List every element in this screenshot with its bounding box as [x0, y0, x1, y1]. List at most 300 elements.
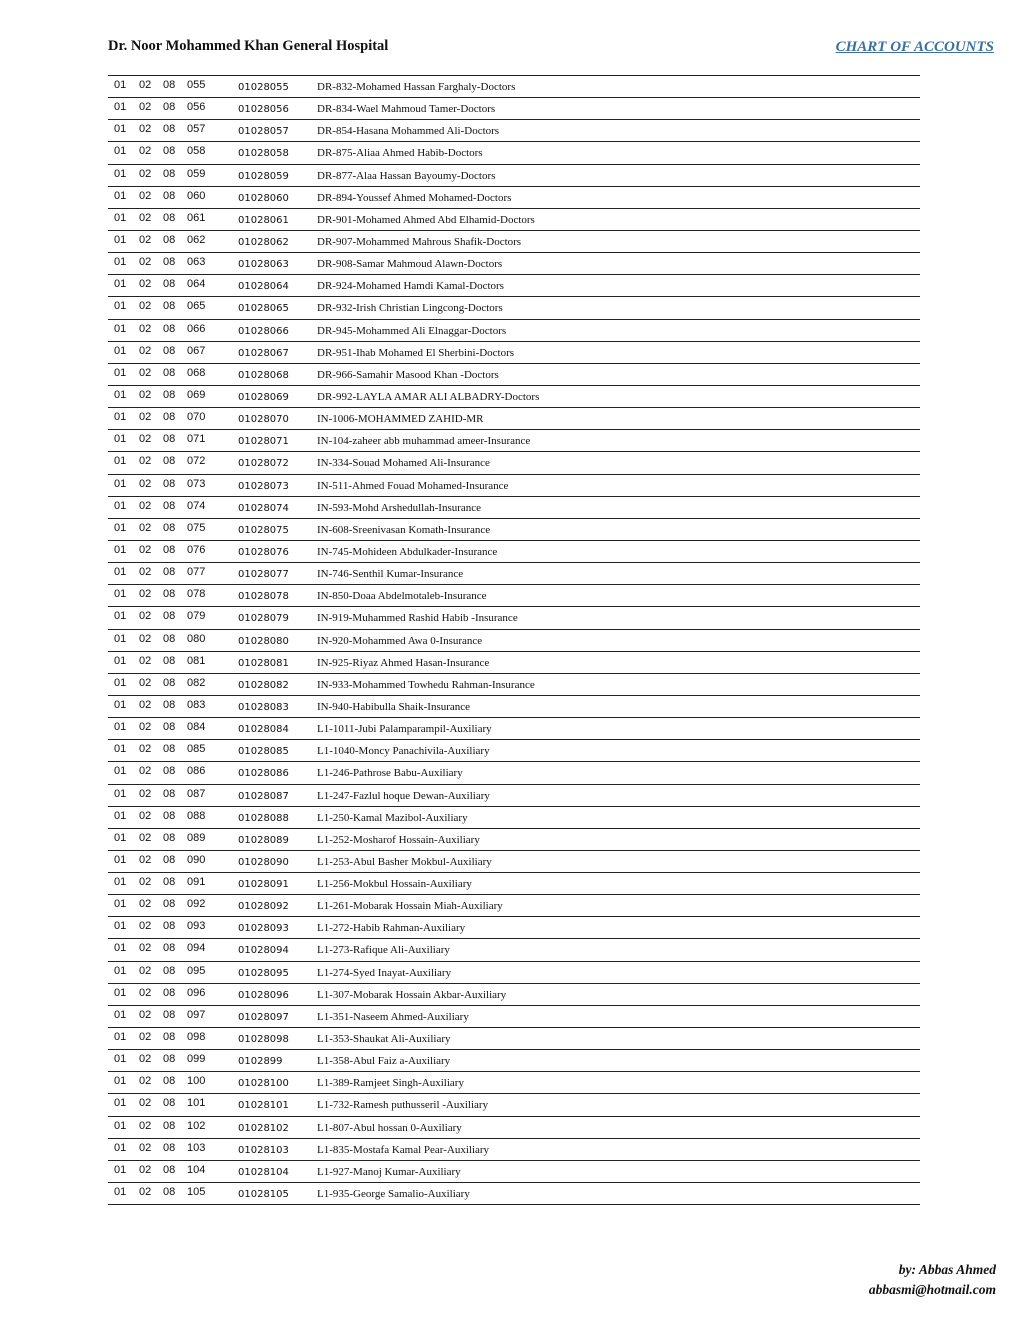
account-segment-3: 08 — [163, 366, 176, 379]
table-row — [108, 807, 920, 829]
account-segment-2: 02 — [139, 876, 152, 889]
account-segment-2: 02 — [139, 167, 152, 180]
account-segment-3: 08 — [163, 233, 176, 246]
account-segment-4: 066 — [187, 322, 206, 335]
account-segment-1: 01 — [114, 787, 127, 800]
account-name: IN-933-Mohammed Towhedu Rahman-Insurance — [317, 678, 535, 691]
account-segment-2: 02 — [139, 1075, 152, 1088]
account-segment-2: 02 — [139, 1141, 152, 1154]
account-segment-2: 02 — [139, 79, 152, 91]
table-row — [108, 275, 920, 297]
account-segment-4: 055 — [187, 79, 206, 91]
table-row — [108, 563, 920, 585]
account-segment-4: 056 — [187, 101, 206, 114]
account-segment-3: 08 — [163, 964, 176, 977]
table-row — [108, 585, 920, 607]
account-segment-4: 096 — [187, 986, 206, 999]
account-code: 01028065 — [238, 303, 289, 315]
account-code: 01028083 — [238, 701, 289, 713]
account-segment-2: 02 — [139, 455, 152, 468]
account-segment-1: 01 — [114, 831, 127, 844]
account-segment-4: 086 — [187, 765, 206, 778]
account-segment-3: 08 — [163, 1119, 176, 1132]
account-segment-2: 02 — [139, 1119, 152, 1132]
account-segment-2: 02 — [139, 1008, 152, 1021]
table-row — [108, 962, 920, 984]
accounts-table — [108, 75, 920, 1205]
account-segment-4: 078 — [187, 588, 206, 601]
account-name: DR-951-Ihab Mohamed El Sherbini-Doctors — [317, 346, 515, 359]
account-segment-3: 08 — [163, 676, 176, 689]
account-segment-4: 105 — [187, 1186, 206, 1199]
account-segment-4: 072 — [187, 455, 206, 468]
table-row — [108, 1050, 920, 1072]
account-segment-2: 02 — [139, 322, 152, 335]
account-segment-2: 02 — [139, 1163, 152, 1176]
account-name: L1-250-Kamal Mazibol-Auxiliary — [317, 811, 468, 824]
account-segment-3: 08 — [163, 853, 176, 866]
account-code: 01028078 — [238, 591, 289, 603]
account-segment-3: 08 — [163, 1186, 176, 1199]
account-segment-2: 02 — [139, 610, 152, 623]
account-segment-1: 01 — [114, 1053, 127, 1066]
account-segment-4: 101 — [187, 1097, 206, 1110]
account-segment-4: 095 — [187, 964, 206, 977]
account-segment-2: 02 — [139, 300, 152, 313]
footer — [869, 1260, 996, 1300]
account-code: 01028101 — [238, 1100, 289, 1112]
account-segment-2: 02 — [139, 344, 152, 357]
table-row — [108, 652, 920, 674]
account-code: 01028071 — [238, 436, 289, 448]
account-name: IN-608-Sreenivasan Komath-Insurance — [317, 523, 491, 536]
table-row — [108, 120, 920, 142]
account-segment-1: 01 — [114, 499, 127, 512]
account-name: DR-875-Aliaa Ahmed Habib-Doctors — [317, 147, 483, 160]
account-segment-1: 01 — [114, 79, 127, 91]
account-name: L1-1040-Moncy Panachivila-Auxiliary — [317, 745, 490, 758]
table-row — [108, 187, 920, 209]
account-segment-1: 01 — [114, 809, 127, 822]
account-segment-3: 08 — [163, 322, 176, 335]
account-code: 01028070 — [238, 414, 289, 426]
account-name: DR-924-Mohamed Hamdi Kamal-Doctors — [317, 280, 504, 293]
account-segment-3: 08 — [163, 344, 176, 357]
account-code: 01028066 — [238, 325, 289, 337]
account-name: DR-992-LAYLA AMAR ALI ALBADRY-Doctors — [317, 390, 540, 403]
account-segment-4: 077 — [187, 566, 206, 579]
account-name: L1-351-Naseem Ahmed-Auxiliary — [317, 1010, 469, 1023]
account-segment-4: 084 — [187, 721, 206, 734]
account-segment-3: 08 — [163, 588, 176, 601]
account-code: 01028084 — [238, 724, 289, 736]
account-segment-2: 02 — [139, 853, 152, 866]
table-row — [108, 475, 920, 497]
account-name: IN-593-Mohd Arshedullah-Insurance — [317, 501, 482, 514]
account-segment-3: 08 — [163, 809, 176, 822]
table-row — [108, 1139, 920, 1161]
account-name: DR-907-Mohammed Mahrous Shafik-Doctors — [317, 235, 522, 248]
account-code: 01028062 — [238, 236, 289, 248]
table-row — [108, 497, 920, 519]
account-code: 01028074 — [238, 502, 289, 514]
account-name: L1-935-George Samalio-Auxiliary — [317, 1188, 470, 1201]
account-segment-3: 08 — [163, 388, 176, 401]
account-name: IN-925-Riyaz Ahmed Hasan-Insurance — [317, 656, 490, 669]
account-name: DR-834-Wael Mahmoud Tamer-Doctors — [317, 103, 496, 116]
account-segment-1: 01 — [114, 388, 127, 401]
account-segment-1: 01 — [114, 588, 127, 601]
account-code: 01028098 — [238, 1034, 289, 1046]
account-segment-2: 02 — [139, 543, 152, 556]
account-segment-3: 08 — [163, 433, 176, 446]
account-segment-1: 01 — [114, 211, 127, 224]
account-segment-1: 01 — [114, 1186, 127, 1199]
account-segment-4: 068 — [187, 366, 206, 379]
account-code: 01028079 — [238, 613, 289, 625]
account-segment-3: 08 — [163, 543, 176, 556]
author-credit: by: Abbas Ahmed — [898, 1262, 996, 1277]
account-segment-3: 08 — [163, 566, 176, 579]
account-name: DR-832-Mohamed Hassan Farghaly-Doctors — [317, 81, 516, 93]
account-segment-3: 08 — [163, 698, 176, 711]
account-segment-3: 08 — [163, 477, 176, 490]
account-segment-3: 08 — [163, 1053, 176, 1066]
account-segment-4: 062 — [187, 233, 206, 246]
account-segment-2: 02 — [139, 101, 152, 114]
account-code: 01028087 — [238, 790, 289, 802]
account-code: 01028067 — [238, 347, 289, 359]
table-row — [108, 364, 920, 386]
account-segment-2: 02 — [139, 898, 152, 911]
account-segment-1: 01 — [114, 256, 127, 269]
account-code: 01028102 — [238, 1122, 289, 1134]
account-segment-3: 08 — [163, 831, 176, 844]
table-row — [108, 342, 920, 364]
account-segment-2: 02 — [139, 831, 152, 844]
account-name: L1-807-Abul hossan 0-Auxiliary — [317, 1121, 462, 1134]
account-segment-3: 08 — [163, 986, 176, 999]
account-segment-4: 081 — [187, 654, 206, 667]
account-segment-1: 01 — [114, 566, 127, 579]
account-segment-1: 01 — [114, 898, 127, 911]
author-email: abbasmi@hotmail.com — [868, 1282, 996, 1297]
account-segment-3: 08 — [163, 743, 176, 756]
account-segment-4: 089 — [187, 831, 206, 844]
account-name: L1-246-Pathrose Babu-Auxiliary — [317, 767, 463, 780]
account-segment-3: 08 — [163, 1141, 176, 1154]
account-segment-4: 088 — [187, 809, 206, 822]
account-segment-3: 08 — [163, 920, 176, 933]
account-code: 01028085 — [238, 746, 289, 758]
account-segment-3: 08 — [163, 145, 176, 158]
account-segment-2: 02 — [139, 499, 152, 512]
account-segment-3: 08 — [163, 455, 176, 468]
table-row — [108, 939, 920, 961]
account-segment-4: 083 — [187, 698, 206, 711]
account-name: DR-854-Hasana Mohammed Ali-Doctors — [317, 125, 500, 138]
account-segment-4: 061 — [187, 211, 206, 224]
table-row — [108, 165, 920, 187]
table-row — [108, 430, 920, 452]
account-segment-4: 097 — [187, 1008, 206, 1021]
account-segment-2: 02 — [139, 411, 152, 424]
account-code: 01028055 — [238, 82, 289, 93]
account-segment-3: 08 — [163, 521, 176, 534]
account-segment-1: 01 — [114, 986, 127, 999]
account-code: 01028100 — [238, 1078, 289, 1090]
account-name: L1-353-Shaukat Ali-Auxiliary — [317, 1033, 451, 1046]
account-segment-1: 01 — [114, 145, 127, 158]
account-segment-3: 08 — [163, 787, 176, 800]
account-segment-4: 071 — [187, 433, 206, 446]
account-code: 01028088 — [238, 812, 289, 824]
account-segment-2: 02 — [139, 964, 152, 977]
account-segment-3: 08 — [163, 499, 176, 512]
table-row — [108, 984, 920, 1006]
account-segment-1: 01 — [114, 853, 127, 866]
account-segment-3: 08 — [163, 300, 176, 313]
account-segment-1: 01 — [114, 167, 127, 180]
account-segment-4: 091 — [187, 876, 206, 889]
account-code: 01028082 — [238, 679, 289, 691]
account-segment-3: 08 — [163, 211, 176, 224]
account-code: 01028104 — [238, 1166, 289, 1178]
account-code: 01028103 — [238, 1144, 289, 1156]
account-segment-1: 01 — [114, 942, 127, 955]
account-segment-3: 08 — [163, 765, 176, 778]
account-segment-3: 08 — [163, 632, 176, 645]
account-name: DR-932-Irish Christian Lingcong-Doctors — [317, 302, 503, 315]
account-segment-1: 01 — [114, 1163, 127, 1176]
account-segment-4: 087 — [187, 787, 206, 800]
account-segment-3: 08 — [163, 101, 176, 114]
account-segment-2: 02 — [139, 278, 152, 291]
account-segment-1: 01 — [114, 189, 127, 202]
table-row — [108, 98, 920, 120]
account-name: IN-746-Senthil Kumar-Insurance — [317, 568, 464, 581]
account-segment-2: 02 — [139, 698, 152, 711]
account-segment-4: 073 — [187, 477, 206, 490]
account-code: 01028060 — [238, 192, 289, 204]
account-segment-1: 01 — [114, 278, 127, 291]
account-segment-4: 060 — [187, 189, 206, 202]
table-row — [108, 297, 920, 319]
account-code: 01028056 — [238, 104, 289, 116]
table-row — [108, 873, 920, 895]
account-code: 01028094 — [238, 945, 289, 957]
account-code: 01028057 — [238, 126, 289, 138]
account-segment-2: 02 — [139, 1097, 152, 1110]
table-row — [108, 1072, 920, 1094]
account-name: IN-919-Muhammed Rashid Habib -Insurance — [317, 612, 518, 625]
account-segment-1: 01 — [114, 1031, 127, 1044]
account-segment-2: 02 — [139, 654, 152, 667]
account-segment-1: 01 — [114, 610, 127, 623]
account-segment-1: 01 — [114, 1075, 127, 1088]
account-name: IN-334-Souad Mohamed Ali-Insurance — [317, 457, 490, 470]
account-segment-3: 08 — [163, 1031, 176, 1044]
account-name: L1-835-Mostafa Kamal Pear-Auxiliary — [317, 1143, 490, 1156]
account-code: 01028072 — [238, 458, 289, 470]
account-segment-2: 02 — [139, 809, 152, 822]
account-segment-2: 02 — [139, 123, 152, 136]
account-name: IN-940-Habibulla Shaik-Insurance — [317, 700, 471, 713]
account-name: L1-272-Habib Rahman-Auxiliary — [317, 922, 466, 935]
account-segment-2: 02 — [139, 942, 152, 955]
account-code: 01028058 — [238, 148, 289, 160]
account-segment-2: 02 — [139, 566, 152, 579]
account-name: IN-1006-MOHAMMED ZAHID-MR — [317, 413, 484, 426]
account-segment-1: 01 — [114, 521, 127, 534]
account-segment-1: 01 — [114, 1008, 127, 1021]
account-segment-1: 01 — [114, 632, 127, 645]
account-code: 01028069 — [238, 391, 289, 403]
account-name: L1-389-Ramjeet Singh-Auxiliary — [317, 1077, 464, 1090]
account-code: 01028063 — [238, 259, 289, 271]
account-segment-4: 103 — [187, 1141, 206, 1154]
account-segment-3: 08 — [163, 1163, 176, 1176]
account-segment-2: 02 — [139, 145, 152, 158]
account-segment-2: 02 — [139, 521, 152, 534]
account-name: DR-945-Mohammed Ali Elnaggar-Doctors — [317, 324, 507, 337]
account-segment-2: 02 — [139, 256, 152, 269]
account-code: 01028091 — [238, 879, 289, 891]
account-name: IN-920-Mohammed Awa 0-Insurance — [317, 634, 483, 647]
account-segment-2: 02 — [139, 211, 152, 224]
table-row — [108, 142, 920, 164]
account-name: L1-732-Ramesh puthusseril -Auxiliary — [317, 1099, 489, 1112]
account-segment-4: 102 — [187, 1119, 206, 1132]
account-code: 01028096 — [238, 989, 289, 1001]
account-segment-1: 01 — [114, 654, 127, 667]
account-segment-4: 065 — [187, 300, 206, 313]
table-row — [108, 386, 920, 408]
account-segment-4: 058 — [187, 145, 206, 158]
account-segment-4: 098 — [187, 1031, 206, 1044]
account-segment-4: 057 — [187, 123, 206, 136]
table-row — [108, 785, 920, 807]
account-name: DR-908-Samar Mahmoud Alawn-Doctors — [317, 258, 503, 271]
account-segment-1: 01 — [114, 322, 127, 335]
account-segment-4: 090 — [187, 853, 206, 866]
account-segment-3: 08 — [163, 79, 176, 91]
account-name: IN-745-Mohideen Abdulkader-Insurance — [317, 545, 498, 558]
account-name: L1-274-Syed Inayat-Auxiliary — [317, 966, 452, 979]
account-segment-3: 08 — [163, 942, 176, 955]
account-segment-1: 01 — [114, 1141, 127, 1154]
account-segment-3: 08 — [163, 654, 176, 667]
account-segment-1: 01 — [114, 233, 127, 246]
account-name: IN-104-zaheer abb muhammad ameer-Insurance — [317, 435, 531, 448]
table-row — [108, 829, 920, 851]
account-segment-4: 099 — [187, 1053, 206, 1066]
table-row — [108, 541, 920, 563]
account-segment-3: 08 — [163, 1075, 176, 1088]
account-code: 01028092 — [238, 901, 289, 913]
account-segment-4: 067 — [187, 344, 206, 357]
account-segment-2: 02 — [139, 588, 152, 601]
account-segment-1: 01 — [114, 964, 127, 977]
account-segment-1: 01 — [114, 765, 127, 778]
account-segment-4: 063 — [187, 256, 206, 269]
account-segment-2: 02 — [139, 1186, 152, 1199]
account-code: 01028105 — [238, 1189, 289, 1201]
hospital-name: Dr. Noor Mohammed Khan General Hospital — [108, 38, 389, 54]
account-segment-3: 08 — [163, 721, 176, 734]
account-segment-4: 070 — [187, 411, 206, 424]
table-row — [108, 1006, 920, 1028]
account-segment-3: 08 — [163, 167, 176, 180]
account-segment-1: 01 — [114, 721, 127, 734]
account-code: 01028073 — [238, 480, 289, 492]
table-row — [108, 1028, 920, 1050]
account-name: L1-247-Fazlul hoque Dewan-Auxiliary — [317, 789, 490, 802]
account-code: 01028061 — [238, 214, 289, 226]
account-code: 01028064 — [238, 281, 289, 293]
account-segment-1: 01 — [114, 344, 127, 357]
account-name: L1-253-Abul Basher Mokbul-Auxiliary — [317, 855, 492, 868]
account-segment-2: 02 — [139, 366, 152, 379]
table-row — [108, 1094, 920, 1116]
account-segment-3: 08 — [163, 123, 176, 136]
account-code: 01028076 — [238, 546, 289, 558]
account-segment-4: 069 — [187, 388, 206, 401]
table-row — [108, 674, 920, 696]
table-row — [108, 452, 920, 474]
account-name: L1-927-Manoj Kumar-Auxiliary — [317, 1165, 461, 1178]
account-segment-4: 100 — [187, 1075, 206, 1088]
table-row — [108, 1161, 920, 1183]
account-segment-1: 01 — [114, 676, 127, 689]
account-code: 01028097 — [238, 1011, 289, 1023]
account-code: 01028059 — [238, 170, 289, 182]
account-name: DR-894-Youssef Ahmed Mohamed-Doctors — [317, 191, 512, 204]
account-segment-3: 08 — [163, 610, 176, 623]
account-name: L1-252-Mosharof Hossain-Auxiliary — [317, 833, 480, 846]
account-name: IN-850-Doaa Abdelmotaleb-Insurance — [317, 590, 487, 603]
account-segment-4: 092 — [187, 898, 206, 911]
table-row — [108, 1183, 920, 1205]
account-segment-2: 02 — [139, 721, 152, 734]
table-row — [108, 762, 920, 784]
account-name: L1-358-Abul Faiz a-Auxiliary — [317, 1055, 451, 1068]
account-segment-2: 02 — [139, 1053, 152, 1066]
table-row — [108, 209, 920, 231]
table-row — [108, 630, 920, 652]
account-name: L1-256-Mokbul Hossain-Auxiliary — [317, 878, 472, 891]
account-segment-3: 08 — [163, 1097, 176, 1110]
account-segment-3: 08 — [163, 189, 176, 202]
account-segment-2: 02 — [139, 189, 152, 202]
table-row — [108, 607, 920, 629]
account-code: 01028068 — [238, 369, 289, 381]
account-segment-1: 01 — [114, 366, 127, 379]
account-segment-4: 094 — [187, 942, 206, 955]
account-segment-3: 08 — [163, 876, 176, 889]
account-segment-4: 079 — [187, 610, 206, 623]
account-code: 01028086 — [238, 768, 289, 780]
account-segment-1: 01 — [114, 477, 127, 490]
account-segment-3: 08 — [163, 278, 176, 291]
account-segment-1: 01 — [114, 455, 127, 468]
table-row — [108, 76, 920, 98]
account-code: 01028095 — [238, 967, 289, 979]
table-row — [108, 718, 920, 740]
account-segment-1: 01 — [114, 698, 127, 711]
account-segment-4: 080 — [187, 632, 206, 645]
table-row — [108, 851, 920, 873]
